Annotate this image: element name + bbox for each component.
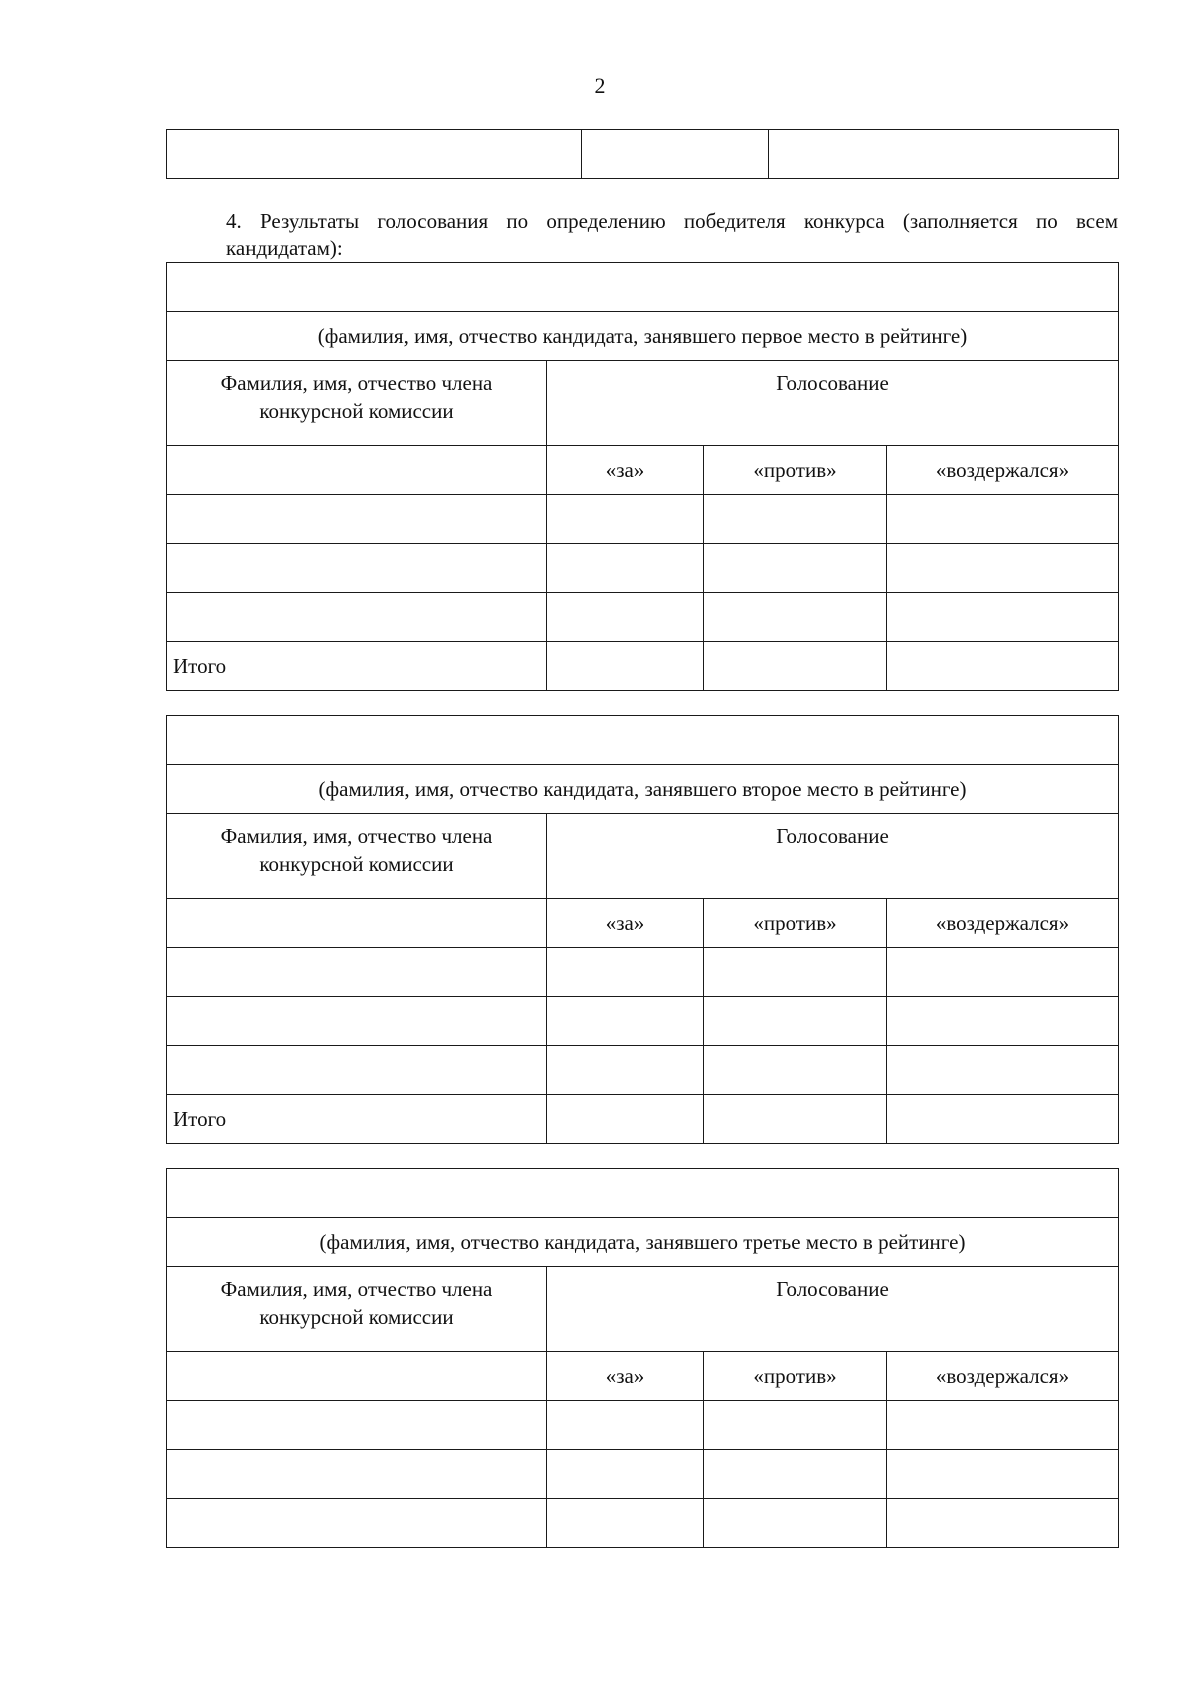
vote-abstained-header: «воздержался»: [887, 899, 1119, 948]
vote-options-row: [167, 1352, 1119, 1401]
table-row: [167, 997, 1119, 1046]
table-cell: [547, 1401, 704, 1450]
vote-against-header: «против»: [704, 446, 887, 495]
table-row: [167, 593, 1119, 642]
table-cell: [167, 446, 547, 495]
table-cell: [547, 1095, 704, 1144]
table-row: [167, 1499, 1119, 1548]
table-cell: [547, 997, 704, 1046]
table-row: [167, 495, 1119, 544]
table-cell: [704, 1046, 887, 1095]
table-row: [167, 1401, 1119, 1450]
candidate-caption: (фамилия, имя, отчество кандидата, занявшего первое место в рейтинге): [167, 312, 1119, 361]
table-cell: [887, 593, 1119, 642]
table-cell: [704, 997, 887, 1046]
candidate-name-cell: [167, 716, 1119, 765]
voting-header: Голосование: [547, 361, 1119, 446]
table-cell: [547, 1450, 704, 1499]
voting-table-candidate-3: [166, 1168, 1119, 1548]
header-row: [167, 1267, 1119, 1352]
table-cell: [167, 1499, 547, 1548]
table-cell: [704, 1499, 887, 1548]
table-cell: [887, 997, 1119, 1046]
voting-header: Голосование: [547, 814, 1119, 899]
candidate-caption-row: [167, 765, 1119, 814]
page-number: 2: [594, 73, 606, 98]
voting-table-candidate-2: [166, 715, 1119, 1144]
table-cell: [167, 495, 547, 544]
table-cell: [704, 495, 887, 544]
total-row: [167, 642, 1119, 691]
table-cell: [582, 130, 769, 179]
vote-for-header: «за»: [547, 899, 704, 948]
table-cell: [887, 1401, 1119, 1450]
candidate-caption: (фамилия, имя, отчество кандидата, занявшего второе место в рейтинге): [167, 765, 1119, 814]
table-cell: [704, 1401, 887, 1450]
table-row: [167, 1046, 1119, 1095]
table-row: [167, 1450, 1119, 1499]
table-cell: [167, 1352, 547, 1401]
vote-options-row: [167, 446, 1119, 495]
table-cell: [167, 899, 547, 948]
header-row: [167, 814, 1119, 899]
table-row: [167, 948, 1119, 997]
table-cell: [167, 1450, 547, 1499]
table-cell: [887, 642, 1119, 691]
table-cell: [167, 544, 547, 593]
table-cell: [887, 495, 1119, 544]
voting-header: Голосование: [547, 1267, 1119, 1352]
table-cell: [547, 1499, 704, 1548]
table-cell: [547, 544, 704, 593]
table-cell: [887, 544, 1119, 593]
candidate-name-row: [167, 1169, 1119, 1218]
vote-options-row: [167, 899, 1119, 948]
table-cell: [167, 1046, 547, 1095]
table-cell: [887, 948, 1119, 997]
table-cell: [704, 1450, 887, 1499]
candidate-name-row: [167, 263, 1119, 312]
member-name-header: Фамилия, имя, отчество члена конкурсной комиссии: [167, 1267, 547, 1352]
previous-table-continuation: [166, 129, 1119, 179]
section-4-text: 4. Результаты голосования по определению победителя конкурса (заполняется по всем кандидатам):: [226, 209, 1118, 260]
table-cell: [167, 593, 547, 642]
total-row: [167, 1095, 1119, 1144]
table-cell: [167, 948, 547, 997]
table-cell: [547, 593, 704, 642]
candidate-name-cell: [167, 1169, 1119, 1218]
total-label: Итого: [167, 1095, 547, 1144]
voting-table-candidate-1: [166, 262, 1119, 691]
total-label: Итого: [167, 642, 547, 691]
vote-for-header: «за»: [547, 446, 704, 495]
member-name-header: Фамилия, имя, отчество члена конкурсной комиссии: [167, 361, 547, 446]
table-cell: [704, 948, 887, 997]
table-cell: [167, 130, 582, 179]
table-cell: [547, 948, 704, 997]
table-cell: [769, 130, 1119, 179]
table-cell: [547, 495, 704, 544]
member-name-header: Фамилия, имя, отчество члена конкурсной комиссии: [167, 814, 547, 899]
vote-abstained-header: «воздержался»: [887, 1352, 1119, 1401]
table-cell: [704, 642, 887, 691]
table-cell: [167, 1401, 547, 1450]
section-4-intro: [172, 208, 1118, 262]
table-cell: [547, 1046, 704, 1095]
vote-against-header: «против»: [704, 899, 887, 948]
table-cell: [167, 997, 547, 1046]
table-cell: [547, 642, 704, 691]
vote-abstained-header: «воздержался»: [887, 446, 1119, 495]
vote-for-header: «за»: [547, 1352, 704, 1401]
table-cell: [704, 544, 887, 593]
table-cell: [887, 1450, 1119, 1499]
candidate-name-cell: [167, 263, 1119, 312]
candidate-caption: (фамилия, имя, отчество кандидата, занявшего третье место в рейтинге): [167, 1218, 1119, 1267]
candidate-caption-row: [167, 312, 1119, 361]
table-cell: [887, 1046, 1119, 1095]
header-row: [167, 361, 1119, 446]
table-cell: [887, 1499, 1119, 1548]
table-cell: [887, 1095, 1119, 1144]
vote-against-header: «против»: [704, 1352, 887, 1401]
candidate-name-row: [167, 716, 1119, 765]
table-cell: [704, 593, 887, 642]
table-cell: [704, 1095, 887, 1144]
candidate-caption-row: [167, 1218, 1119, 1267]
table-row: [167, 544, 1119, 593]
table-row: [167, 130, 1119, 179]
